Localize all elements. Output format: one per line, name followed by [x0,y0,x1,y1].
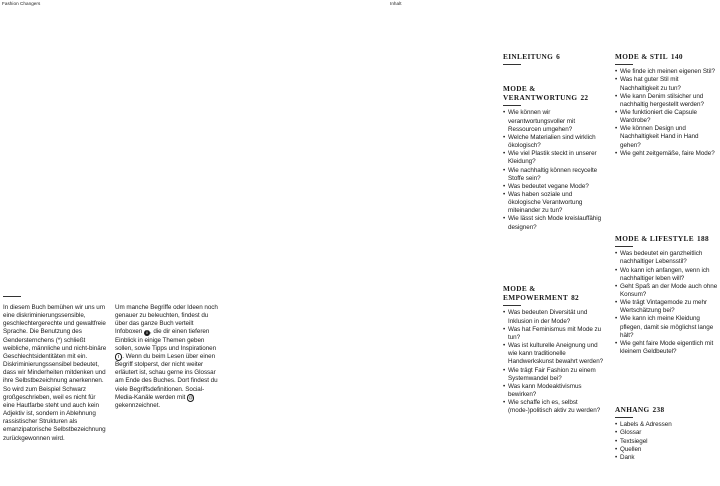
list-item: • Wie kann Denim stilsicher und nachhaltig hergestellt werden? [615,93,719,109]
section-rule [503,105,521,106]
list-item: • Wie viel Plastik steckt in unserer Kleidung? [503,150,605,166]
list-item: • Was haben soziale und ökologische Verantwortung miteinander zu tun? [503,191,605,215]
toc-section-empowerment [503,284,605,415]
section-title-text: MODE & LIFESTYLE [615,234,694,243]
list-item: • Was hat Feminismus mit Mode zu tun? [503,326,605,342]
section-title-line-2: EMPOWERMENT [503,293,569,303]
list-item: • Wie können wir verantwortungsvoller mit Ressourcen umgehen? [503,109,605,133]
toc-section-lifestyle [615,234,719,356]
list-item: • Quellen [615,446,719,454]
section-title-line-1: MODE & [503,84,536,93]
inspiration-number-icon: ! [115,353,122,360]
toc-section-einleitung [503,52,605,68]
section-title [615,405,719,414]
intro-column-1 [3,304,107,443]
intro-column-2 [115,304,221,410]
list-item: • Labels & Adressen [615,421,719,429]
list-item: • Was bedeutet ein ganzheitlich nachhaltiger Lebensstil? [615,250,719,266]
list-item: • Was bedeuten Diversität und Inklusion in der Mode? [503,309,605,325]
list-item: • Was hat guter Stil mit Nachhaltigkeit zu tun? [615,76,719,92]
intro-paragraph-2 [115,304,221,410]
list-item: • Wie finde ich meinen eigenen Stil? [615,68,719,76]
intro-text-part-3: . Wenn du beim Lesen über einen Begriff stolperst, der nicht weiter erläutert ist, schau gerne ins Glossar am Ende des Buches. Dort findest du viele Begriffsdefinitionen. Social-Media-Kanäle werden mit [115,352,218,401]
section-page-number: 22 [580,93,589,103]
running-header-right: Inhalt [390,1,402,6]
section-rule [615,246,633,247]
list-item: • Textsiegel [615,438,719,446]
intro-text-part-4: gekennzeichnet. [115,401,161,409]
list-item: • Wo kann ich anfangen, wenn ich nachhaltiger leben will? [615,267,719,283]
section-page-number: 82 [571,293,580,303]
list-item: • Was bedeutet vegane Mode? [503,183,605,191]
section-title-text: ANHANG [615,405,650,414]
list-item: • Wie geht faire Mode eigentlich mit kleinem Geldbeutel? [615,340,719,356]
section-title [503,52,605,61]
intro-paragraph-1: In diesem Buch bemühen wir uns um eine diskriminierungssensible, geschlechtergerechte und gewaltfreie Sprache. Die Benutzung des Gendersternchens (*) schließt weibliche, männliche und nicht-binäre Geschlechtsidentitäten mit ein. Diskriminierungssensibel bedeutet, dass wir Minderheiten mitdenken und ihre Selbstbezeichnung anerkennen. So wird zum Beispiel Schwarz großgeschrieben, weil es nicht für eine Hautfarbe steht und auch kein Adjektiv ist, sondern in Ablehnung rassistischer Strukturen als emanzipatorische Selbstbezeichnung zurückgewonnen wird. [3,304,107,442]
section-title-line-2: VERANTWORTUNG [503,93,578,103]
list-item: • Wie kann ich meine Kleidung pflegen, damit sie möglichst lange hält? [615,315,719,339]
list-item: • Wie funktioniert die Capsule Wardrobe? [615,109,719,125]
toc-section-anhang [615,405,719,462]
list-item: • Wie geht zeitgemäße, faire Mode? [615,150,719,158]
section-rule [615,417,633,418]
section-question-list [615,68,719,158]
list-item: • Wie trägt Vintagemode zu mehr Wertschätzung bei? [615,299,719,315]
list-item: • Was ist kulturelle Aneignung und wie kann traditionelle Handwerkskunst bewahrt werden? [503,342,605,366]
section-page-number: 6 [556,52,561,61]
list-item: • Was kann Modeaktivismus bewirken? [503,383,605,399]
list-item: • Welche Materialien sind wirklich ökologisch? [503,134,605,150]
section-title-line-1: MODE & [503,284,536,293]
section-rule [615,64,633,65]
section-question-list [615,421,719,462]
toc-section-verantwortung [503,84,605,232]
list-item: • Wie können Design und Nachhaltigkeit Hand in Hand gehen? [615,125,719,149]
section-title-text: EINLEITUNG [503,52,554,61]
section-page-number: 140 [670,52,683,61]
section-page-number: 188 [697,234,709,243]
intro-rule [3,296,21,297]
infobox-number-icon: i [144,330,150,336]
list-item: • Dank [615,454,719,462]
list-item: • Wie lässt sich Mode kreislauffähig designen? [503,215,605,231]
intro-text-part-2: , die dir einen tieferen Einblick in einige Themen geben sollen, sowie Tipps und Inspirationen [115,328,217,352]
section-page-number: 238 [652,405,665,414]
section-question-list [503,109,605,231]
section-rule [503,64,521,65]
section-title [615,52,719,61]
list-item: • Glossar [615,429,719,437]
section-question-list [503,309,605,415]
list-item: • Wie nachhaltig können recycelte Stoffe sein? [503,167,605,183]
list-item: • Wie schaffe ich es, selbst (mode-)politisch aktiv zu werden? [503,399,605,415]
section-title [503,284,605,302]
intro-text-part-1: Um manche Begriffe oder Ideen noch genauer zu beleuchten, findest du über das ganze Buch verteilt Infoboxen [115,304,218,336]
running-header-left: Fashion Changers [2,1,41,6]
list-item: • Geht Spaß an der Mode auch ohne Konsum? [615,283,719,299]
section-rule [503,305,521,306]
toc-section-stil [615,52,719,158]
section-title-text: MODE & STIL [615,52,668,61]
social-media-icon: @ [188,395,193,401]
list-item: • Wie trägt Fair Fashion zu einem Systemwandel bei? [503,367,605,383]
section-question-list [615,250,719,356]
section-title [615,234,719,243]
section-title [503,84,605,102]
